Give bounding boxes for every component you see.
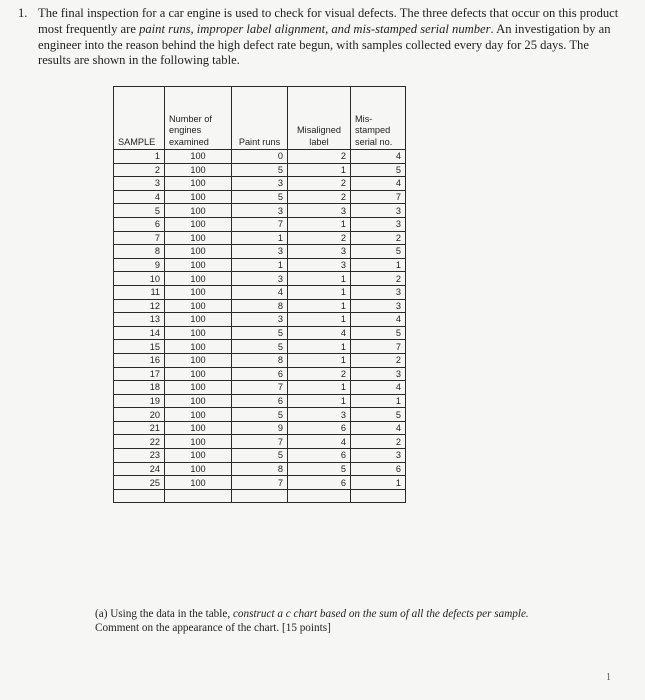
cell-sample: 4 [114, 190, 165, 204]
cell-engines: 100 [165, 299, 232, 313]
defect-data-table [113, 86, 406, 503]
cell-mis-stamped-serial: 5 [351, 326, 406, 340]
table-row [114, 163, 406, 177]
cell-sample: 10 [114, 272, 165, 286]
cell-paint-runs: 5 [232, 340, 288, 354]
table-row [114, 150, 406, 164]
cell-misaligned-label: 1 [288, 340, 351, 354]
cell-paint-runs: 3 [232, 272, 288, 286]
table-row [114, 177, 406, 191]
cell-mis-stamped-serial: 3 [351, 299, 406, 313]
table-row [114, 258, 406, 272]
table-row [114, 462, 406, 476]
cell-misaligned-label: 2 [288, 177, 351, 191]
table-body [114, 150, 406, 503]
table-row [114, 272, 406, 286]
table-row [114, 190, 406, 204]
cell-sample: 15 [114, 340, 165, 354]
cell-sample: 1 [114, 150, 165, 164]
cell-engines: 100 [165, 313, 232, 327]
cell-engines: 100 [165, 421, 232, 435]
cell-paint-runs: 3 [232, 313, 288, 327]
cell-mis-stamped-serial: 6 [351, 462, 406, 476]
table-row [114, 449, 406, 463]
cell-paint-runs: 9 [232, 421, 288, 435]
cell-misaligned-label: 2 [288, 231, 351, 245]
cell-sample: 2 [114, 163, 165, 177]
cell-misaligned-label: 2 [288, 190, 351, 204]
part-a-comment: Comment on the appearance of the chart. [15 points] [95, 621, 331, 634]
part-a-label: (a) Using the data in the table, [95, 608, 233, 620]
cell-engines: 100 [165, 353, 232, 367]
cell-mis-stamped-serial: 2 [351, 353, 406, 367]
cell-paint-runs: 3 [232, 204, 288, 218]
table-row [114, 245, 406, 259]
header-sample: SAMPLE [114, 87, 165, 150]
cell-mis-stamped-serial: 3 [351, 285, 406, 299]
table-row [114, 353, 406, 367]
cell-paint-runs: 7 [232, 217, 288, 231]
cell-mis-stamped-serial: 4 [351, 150, 406, 164]
cell-sample: 25 [114, 476, 165, 490]
cell-engines: 100 [165, 245, 232, 259]
cell-mis-stamped-serial: 1 [351, 476, 406, 490]
cell-mis-stamped-serial: 1 [351, 258, 406, 272]
cell-misaligned-label: 2 [288, 150, 351, 164]
cell-paint-runs: 1 [232, 258, 288, 272]
table-header-row [114, 87, 406, 150]
cell-engines: 100 [165, 272, 232, 286]
table-row [114, 381, 406, 395]
cell-engines: 100 [165, 217, 232, 231]
cell-paint-runs: 5 [232, 163, 288, 177]
cell-mis-stamped-serial: 5 [351, 408, 406, 422]
cell-sample: 19 [114, 394, 165, 408]
cell-paint-runs: 5 [232, 326, 288, 340]
table-row [114, 204, 406, 218]
cell-engines: 100 [165, 340, 232, 354]
table-row [114, 489, 406, 503]
cell-paint-runs: 8 [232, 462, 288, 476]
table-row [114, 394, 406, 408]
cell-engines: 100 [165, 150, 232, 164]
cell-sample: 9 [114, 258, 165, 272]
cell-misaligned-label: 6 [288, 449, 351, 463]
cell-engines: 100 [165, 285, 232, 299]
table-row [114, 421, 406, 435]
cell-paint-runs: 5 [232, 449, 288, 463]
cell-engines: 100 [165, 177, 232, 191]
cell-misaligned-label: 3 [288, 408, 351, 422]
question-intro: The final inspection for a car engine is used to check for visual defects. The three defects that occur on this product most frequently are [38, 6, 619, 36]
cell-mis-stamped-serial: 3 [351, 217, 406, 231]
cell-sample: 5 [114, 204, 165, 218]
cell-sample: 18 [114, 381, 165, 395]
table-row [114, 217, 406, 231]
cell-engines: 100 [165, 408, 232, 422]
cell-engines: 100 [165, 435, 232, 449]
table-row [114, 476, 406, 490]
cell-paint-runs: 0 [232, 150, 288, 164]
cell-engines: 100 [165, 190, 232, 204]
cell-sample: 22 [114, 435, 165, 449]
table-row [114, 367, 406, 381]
cell-paint-runs: 8 [232, 299, 288, 313]
cell-misaligned-label: 4 [288, 326, 351, 340]
table-row [114, 285, 406, 299]
cell-engines [165, 489, 232, 503]
cell-sample: 13 [114, 313, 165, 327]
cell-misaligned-label: 3 [288, 204, 351, 218]
cell-paint-runs: 6 [232, 394, 288, 408]
cell-engines: 100 [165, 163, 232, 177]
cell-mis-stamped-serial: 3 [351, 449, 406, 463]
header-engines: Number of engines examined [165, 87, 232, 150]
cell-paint-runs: 7 [232, 476, 288, 490]
cell-misaligned-label: 1 [288, 313, 351, 327]
cell-sample: 20 [114, 408, 165, 422]
cell-engines: 100 [165, 394, 232, 408]
cell-paint-runs [232, 489, 288, 503]
cell-engines: 100 [165, 476, 232, 490]
question-number: 1. [18, 6, 28, 20]
cell-mis-stamped-serial: 2 [351, 272, 406, 286]
question-text [18, 6, 623, 69]
cell-sample: 12 [114, 299, 165, 313]
cell-paint-runs: 6 [232, 367, 288, 381]
cell-sample: 8 [114, 245, 165, 259]
cell-mis-stamped-serial: 3 [351, 204, 406, 218]
table-row [114, 326, 406, 340]
cell-paint-runs: 4 [232, 285, 288, 299]
table-row [114, 408, 406, 422]
cell-misaligned-label: 1 [288, 163, 351, 177]
cell-misaligned-label: 1 [288, 217, 351, 231]
cell-engines: 100 [165, 381, 232, 395]
cell-paint-runs: 8 [232, 353, 288, 367]
header-misaligned-label: Misaligned label [288, 87, 351, 150]
cell-engines: 100 [165, 258, 232, 272]
cell-misaligned-label: 3 [288, 245, 351, 259]
cell-misaligned-label: 1 [288, 353, 351, 367]
cell-sample: 6 [114, 217, 165, 231]
cell-paint-runs: 3 [232, 245, 288, 259]
cell-mis-stamped-serial [351, 489, 406, 503]
cell-paint-runs: 5 [232, 408, 288, 422]
cell-mis-stamped-serial: 3 [351, 367, 406, 381]
cell-misaligned-label: 5 [288, 462, 351, 476]
cell-mis-stamped-serial: 4 [351, 381, 406, 395]
cell-paint-runs: 1 [232, 231, 288, 245]
cell-paint-runs: 7 [232, 435, 288, 449]
cell-mis-stamped-serial: 4 [351, 177, 406, 191]
table-row [114, 340, 406, 354]
cell-mis-stamped-serial: 7 [351, 190, 406, 204]
cell-mis-stamped-serial: 5 [351, 163, 406, 177]
cell-misaligned-label: 6 [288, 476, 351, 490]
cell-misaligned-label: 2 [288, 367, 351, 381]
cell-paint-runs: 3 [232, 177, 288, 191]
cell-mis-stamped-serial: 5 [351, 245, 406, 259]
cell-sample [114, 489, 165, 503]
cell-sample: 16 [114, 353, 165, 367]
cell-sample: 17 [114, 367, 165, 381]
cell-misaligned-label: 1 [288, 272, 351, 286]
cell-misaligned-label [288, 489, 351, 503]
cell-misaligned-label: 3 [288, 258, 351, 272]
cell-misaligned-label: 1 [288, 394, 351, 408]
cell-sample: 11 [114, 285, 165, 299]
cell-misaligned-label: 4 [288, 435, 351, 449]
header-mis-stamped-serial: Mis-stamped serial no. [351, 87, 406, 150]
cell-mis-stamped-serial: 2 [351, 435, 406, 449]
cell-engines: 100 [165, 462, 232, 476]
header-paint-runs: Paint runs [232, 87, 288, 150]
question-rest: . An investigation by an engineer into the reason behind the high defect rate begun, with samples collected every day for 25 days. The results are shown in the following table. [38, 21, 611, 68]
cell-engines: 100 [165, 367, 232, 381]
cell-sample: 14 [114, 326, 165, 340]
cell-misaligned-label: 1 [288, 299, 351, 313]
cell-sample: 3 [114, 177, 165, 191]
cell-mis-stamped-serial: 1 [351, 394, 406, 408]
cell-engines: 100 [165, 326, 232, 340]
cell-paint-runs: 5 [232, 190, 288, 204]
cell-mis-stamped-serial: 2 [351, 231, 406, 245]
cell-engines: 100 [165, 204, 232, 218]
cell-mis-stamped-serial: 4 [351, 313, 406, 327]
cell-sample: 24 [114, 462, 165, 476]
cell-sample: 7 [114, 231, 165, 245]
cell-misaligned-label: 1 [288, 381, 351, 395]
page-number: 1 [606, 672, 611, 683]
cell-mis-stamped-serial: 4 [351, 421, 406, 435]
cell-engines: 100 [165, 231, 232, 245]
question-part-a [95, 608, 615, 635]
cell-misaligned-label: 6 [288, 421, 351, 435]
cell-paint-runs: 7 [232, 381, 288, 395]
table-row [114, 299, 406, 313]
cell-misaligned-label: 1 [288, 285, 351, 299]
question-defects: paint runs, improper label alignment, and mis-stamped serial number [139, 21, 491, 36]
table-row [114, 435, 406, 449]
cell-sample: 23 [114, 449, 165, 463]
part-a-instruction: construct a c chart based on the sum of all the defects per sample. [232, 608, 529, 620]
table-row [114, 313, 406, 327]
cell-sample: 21 [114, 421, 165, 435]
cell-engines: 100 [165, 449, 232, 463]
cell-mis-stamped-serial: 7 [351, 340, 406, 354]
table-row [114, 231, 406, 245]
